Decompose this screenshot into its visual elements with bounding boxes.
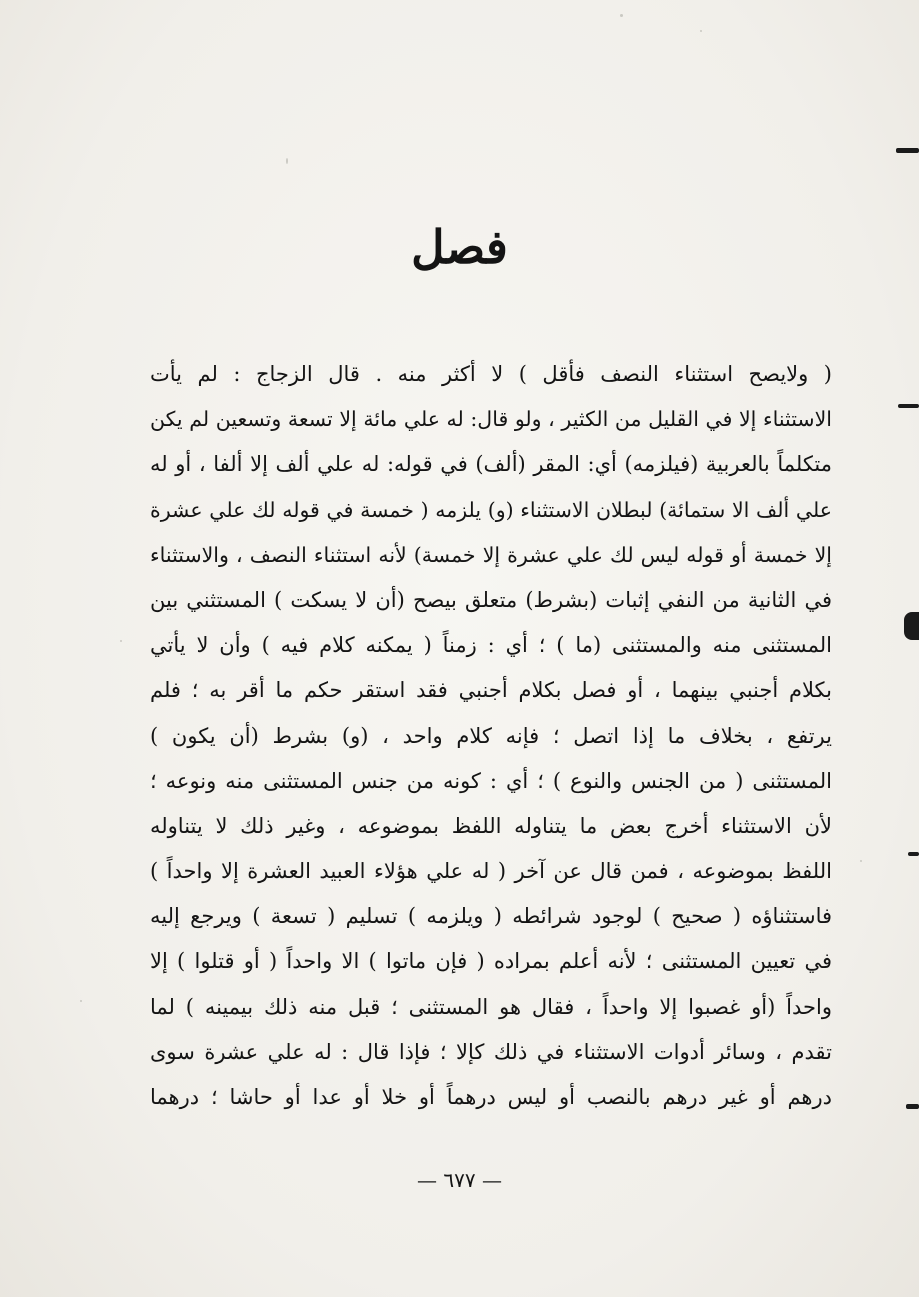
text-line: اللفظ بموضوعه ، فمن قال عن آخر ( له علي هؤلاء العبيد العشرة إلا واحداً ) [150,859,832,884]
text-line: المستثنى ( من الجنس والنوع ) ؛ أي : كونه من جنس المستثنى منه ونوعه ؛ [150,768,832,793]
margin-mark [898,404,919,408]
margin-mark [906,1104,919,1109]
text-line: علي ألف الا ستمائة) لبطلان الاستثناء (و) يلزمه ( خمسة في قوله لك علي عشرة [150,497,832,522]
text-line: إلا خمسة أو قوله ليس لك علي عشرة إلا خمسة) لأنه استثناء النصف ، والاستثناء [150,542,832,567]
text-line: لأن الاستثناء أخرج بعض ما يتناوله اللفظ بموضوعه ، وغير ذلك لا يتناوله [150,813,832,838]
scan-speckle [80,1000,82,1002]
body-text [150,352,832,1120]
page-number: — ٦٧٧ — [417,1168,502,1192]
text-line: في تعيين المستثنى ؛ لأنه أعلم بمراده ( فإن ماتوا ) الا واحداً ( أو قتلوا ) إلا [150,949,832,974]
text-line: المستثنى منه والمستثنى (ما ) ؛ أي : زمناً ( يمكنه كلام فيه ) وأن لا يأتي [150,633,832,658]
scan-speckle [700,30,702,32]
section-title: فصل [411,220,508,274]
text-line: بكلام أجنبي بينهما ، أو فصل بكلام أجنبي فقد استقر حكم ما أقر به ؛ فلم [150,678,832,703]
text-line: ( ولايصح استثناء النصف فأقل ) لا أكثر منه . قال الزجاج : لم يأت [150,362,832,386]
text-line: تقدم ، وسائر أدوات الاستثناء في ذلك كإلا ؛ فإذا قال : له علي عشرة سوى [150,1039,832,1064]
margin-mark [904,612,919,640]
scan-speckle [120,640,122,642]
scan-speckle [860,860,862,862]
margin-mark [896,148,919,153]
margin-mark [908,852,919,856]
scan-speckle [620,14,623,17]
text-line: متكلماً بالعربية (فيلزمه) أي: المقر (ألف) في قوله: له علي ألف إلا ألفا ، أو له [150,452,832,477]
text-line: واحداً (أو غصبوا إلا واحداً ، فقال هو المستثنى ؛ قبل منه ذلك بيمينه ) لما [150,994,832,1019]
scan-speckle [286,158,288,164]
text-line: الاستثناء إلا في القليل من الكثير ، ولو قال: له علي مائة إلا تسعة وتسعين لم يكن [150,407,832,432]
text-line: في الثانية من النفي إثبات (بشرط) متعلق بيصح (أن لا يسكت ) المستثني بين [150,587,832,612]
text-line: فاستثناؤه ( صحيح ) لوجود شرائطه ( ويلزمه ) تسليم ( تسعة ) ويرجع إليه [150,904,832,929]
text-line: درهم أو غير درهم بالنصب أو ليس درهماً أو خلا أو عدا أو حاشا ؛ درهما [150,1085,832,1109]
text-line: يرتفع ، بخلاف ما إذا اتصل ؛ فإنه كلام واحد ، (و) بشرط (أن يكون ) [150,723,832,748]
